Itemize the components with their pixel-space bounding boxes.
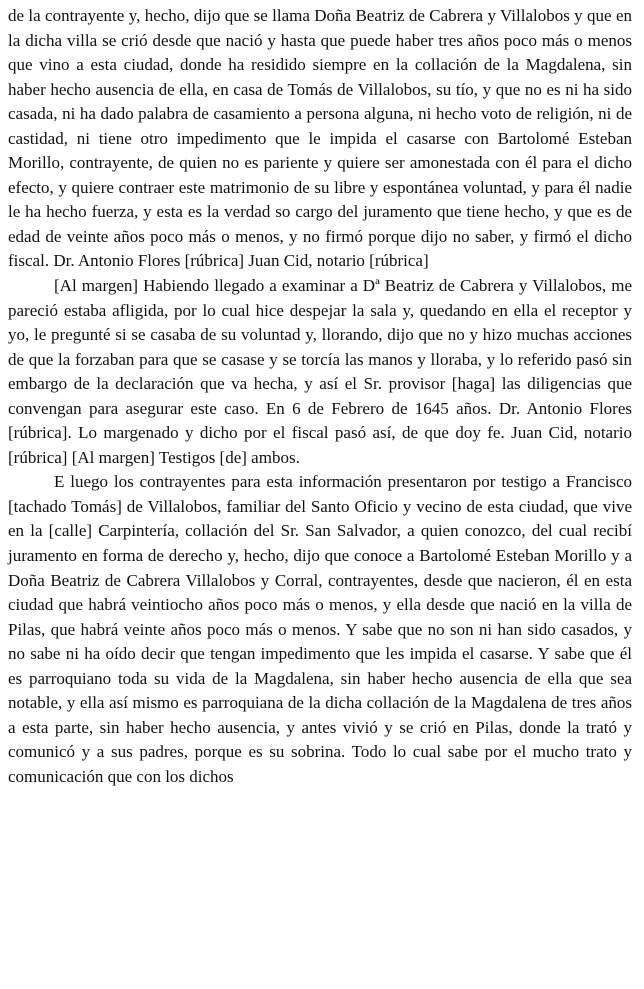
paragraph-witness-testimony: E luego los contrayentes para esta información presentaron por testigo a Francisco [tachado Tomás] de Villalobos, familiar del Santo Oficio y vecino de esta ciudad, que vive en la [calle] Carpintería, collación del Sr. San Salvador, a quien conozco, del cual recibí juramento en forma de derecho y, hecho, dijo que conoce a Bartolomé Esteban Morillo y a Doña Beatriz de Cabrera Villalobos y Corral, contrayentes, desde que nacieron, él en esta ciudad que habrá veintiocho años poco más o menos, y ella desde que nació en la villa de Pilas, que habrá veinte años poco más o menos. Y sabe que no son ni han sido casados, y no sabe ni ha oído decir que tengan impedimento que les impida el casarse. Y sabe que él es parroquiano toda su vida de la Magdalena, sin haber hecho ausencia de ella que sea notable, y ella así mismo es parroquiana de la dicha collación de la Magdalena de tres años a esta parte, sin haber hecho ausencia, y antes vivió y se crió en Pilas, donde la trató y comunicó y a sus padres, porque es su sobrina. Todo lo cual sabe por el mucho trato y comunicación que con los dichos: [8, 472, 632, 786]
paragraph-declaration-continued: de la contrayente y, hecho, dijo que se llama Doña Beatriz de Cabrera y Villalobos y que en la dicha villa se crió desde que nació y hasta que puede haber tres años poco más o menos que vino a esta ciudad, donde ha residido siempre en la collación de la Magdalena, sin haber hecho ausencia de ella, en casa de Tomás de Villalobos, su tío, y que no es ni ha sido casada, ni ha dado palabra de casamiento a persona alguna, ni hecho voto de religión, ni de castidad, ni tiene otro impedimento que le impida el casarse con Bartolomé Esteban Morillo, contrayente, de quien no es pariente y quiere ser amonestada con él para el dicho efecto, y quiere contraer este matrimonio de su libre y espontánea voluntad, y para él nadie le ha hecho fuerza, y esta es la verdad so cargo del juramento que tiene hecho, y que es de edad de veinte años poco más o menos, y no firmó porque dijo no saber, y firmó el dicho fiscal. Dr. Antonio Flores [rúbrica] Juan Cid, notario [rúbrica]: [8, 6, 632, 271]
paragraph-margin-note: [Al margen] Habiendo llegado a examinar a Dª Beatriz de Cabrera y Villalobos, me pareció estaba afligida, por lo cual hice despejar la sala y, quedando en ella el receptor y yo, le pregunté si se casaba de su voluntad y, llorando, dijo que no y hizo muchas acciones de que la forzaban para que se casase y se torcía las manos y lloraba, y lo referido pasó sin embargo de la declaración que va hecha, y así el Sr. provisor [haga] las diligencias que convengan para asegurar este caso. En 6 de Febrero de 1645 años. Dr. Antonio Flores [rúbrica]. Lo margenado y dicho por el fiscal pasó así, de que doy fe. Juan Cid, notario [rúbrica] [Al margen] Testigos [de] ambos.: [8, 276, 632, 467]
